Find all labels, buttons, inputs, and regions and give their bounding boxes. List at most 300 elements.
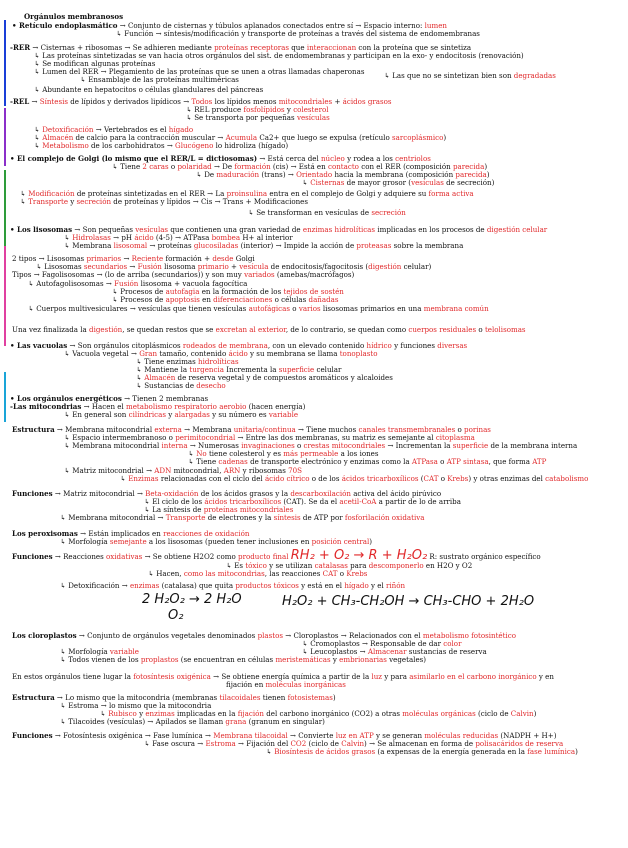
note-text: → Numerosas [187,441,242,450]
note-text: ) [369,537,372,546]
note-line [60,582,405,590]
note-text: H+ al interior [240,233,293,242]
note-text: fijación en [226,680,266,689]
highlight-text: vesícula [239,262,269,271]
note-text: y su membrana se llama [247,349,340,358]
note-text: ( [418,474,424,483]
highlight-text: perimitocondrial [175,433,236,442]
note-text: o [438,474,448,483]
highlight-text: parecida [452,162,485,171]
note-line [60,718,325,726]
highlight-text: grana [225,717,247,726]
highlight-text: Krebs [346,569,368,578]
highlight-text: Enzimas [128,474,159,483]
note-line [12,548,541,563]
highlight-text: Calvin [341,739,365,748]
note-text: (amebas/macrófagos) [274,270,355,279]
highlight-text: Todos [191,97,213,106]
highlight-text: tilacoidales [219,693,261,702]
note-line [12,271,354,279]
highlight-text: proplastos [140,655,179,664]
highlight-text: CAT [423,474,439,483]
note-text: ↳ Se modifican algunas proteínas [34,59,156,68]
heading-text: Funciones [12,731,53,740]
note-text: (NADPH + H+) [498,731,557,740]
note-text: ↳ En general son [64,410,129,419]
note-text: ↳ Sustancias de [136,381,197,390]
note-line [34,86,263,94]
note-text: o [437,457,447,466]
highlight-text: descarboxilación [290,489,351,498]
note-line [282,594,535,609]
note-text: ↳ Mantiene la [136,365,190,374]
margin-bar-blue [4,20,6,106]
note-text: → Conjunto de cisternas y túbulos aplanados conectados entre sí → Espacio interno: [117,21,425,30]
highlight-text: metabolismo respiratorio aerobio [126,402,247,411]
highlight-text: asimilarlo en el carbono inorgánico [409,672,537,681]
note-text: ↳ Detoxificación → [60,581,130,590]
note-text: , las reacciones [264,569,323,578]
note-text: y funciones [391,341,438,350]
note-text: ↳ Vacuola vegetal → [64,349,140,358]
note-text: o [294,441,304,450]
highlight-text: superficie [278,365,315,374]
highlight-text: diversas [437,341,468,350]
highlight-text: Calvin [510,709,534,718]
note-text: y está en el [298,581,345,590]
note-text: ↳ [64,233,73,242]
note-text: → Cloroplastos → Relacionados con el [283,631,423,640]
highlight-text: externa [154,425,182,434]
highlight-text: Fusión [114,279,139,288]
note-text: tienen [260,693,288,702]
highlight-text: Modificación [28,189,75,198]
highlight-text: metabolismo fotosintético [422,631,516,640]
note-text: ↳ Morfología [60,647,110,656]
note-text: lisosoma + vacuola fagocítica [138,279,248,288]
note-text: de endocitosis/fagocitosis ( [268,262,369,271]
note-text: Golgi [233,254,255,263]
note-text: ↳ La síntesis de [144,505,204,514]
note-line [168,608,184,623]
highlight-text: Cisternas [310,178,345,187]
note-text: → Reacciones [52,552,107,561]
note-text: ↳ Las que no se sintetizan bien son [384,71,514,80]
highlight-text: RH₂ + O₂ → R + H₂O₂ [290,548,428,563]
highlight-text: centriolos [395,154,431,163]
highlight-text: Almacenar [367,647,407,656]
note-text: Ca2+ que luego se expulsa (retículo [257,133,392,142]
highlight-text: tóxico [245,561,267,570]
highlight-text: ARN [223,466,241,475]
note-text: tamaño, contenido [157,349,229,358]
highlight-text: enzimas [145,709,175,718]
note-text: → Fotosíntesis oxigénica → Fase lumínica → [52,731,214,740]
highlight-text: reacciones de oxidación [163,529,250,538]
highlight-text: variados [244,270,275,279]
note-line [186,114,330,122]
heading-text: -RER [10,43,31,52]
highlight-text: ácido cítrico [264,474,310,483]
note-text: de proteínas y lípidos → Cis → Trans + Modificaciones [111,197,309,206]
note-text: (a expensas de la energía generada en la [375,747,528,756]
highlight-text: telolisomas [484,325,526,334]
highlight-text: crestas mitocondriales [303,441,386,450]
highlight-text: Almacén [42,133,74,142]
note-text: de ATP por [300,513,345,522]
highlight-text: fotosíntesis oxigénica [133,672,211,681]
note-text: y para [382,672,410,681]
highlight-text: Acumula [225,133,258,142]
heading-text: Los cloroplastos [12,631,77,640]
note-text: y [68,197,77,206]
highlight-text: contacto [327,162,359,171]
note-line [226,681,346,689]
note-text: o [290,304,299,313]
note-text: o de los [309,474,342,483]
highlight-text: hígado [344,581,369,590]
note-text: lo hidroliza (hígado) [213,141,289,150]
note-text: de transporte electrónico y enzimas como la [247,457,412,466]
heading-text: • El complejo de Golgi (lo mismo que el RER/L = dictiosomas) [10,154,258,163]
highlight-text: secundarios [83,262,128,271]
note-text: en [199,295,214,304]
note-text: ↳ [20,197,29,206]
note-text: ↳ [34,125,43,134]
highlight-text: oxidativas [106,552,143,561]
highlight-text: cuerpos residuales [408,325,477,334]
highlight-text: proinsulina [226,189,268,198]
highlight-text: Estroma [205,739,236,748]
highlight-text: Gran [139,349,158,358]
note-text: ↳ Es [226,561,246,570]
note-text: → Son orgánulos citoplásmicos [67,341,183,350]
highlight-text: enzimas [129,581,160,590]
highlight-text: Transporte [28,197,69,206]
highlight-text: excretan al exterior [215,325,286,334]
highlight-text: enzimas hidrolíticas [302,225,376,234]
highlight-text: apoptosis [165,295,200,304]
highlight-text: colesterol [293,105,329,114]
highlight-text: ADN [154,466,172,475]
note-text: , se quedan restos que se [122,325,216,334]
highlight-text: secreción [76,197,112,206]
note-text: (CAT). Se da el [281,497,340,506]
note-text: de lípidos y derivados lipídicos → [68,97,192,106]
note-line [120,475,588,483]
highlight-text: riñón [386,581,406,590]
highlight-text: tonoplasto [339,349,378,358]
note-text: → Están implicados en [77,529,164,538]
highlight-text: autofagia [165,287,200,296]
note-text: lisosoma [161,262,198,271]
note-text: a los iones [338,449,379,458]
note-text: y [166,410,175,419]
note-text: y ribosomas [240,466,289,475]
highlight-text: moléculas orgánicas [402,709,476,718]
note-text: sobre la membrana [391,241,464,250]
note-text: y [330,655,340,664]
note-text: entra en el complejo de Golgi y adquiere su [267,189,429,198]
note-text: ↳ Tiene [188,457,219,466]
highlight-text: maduración [216,170,260,179]
note-text: ) [486,170,490,179]
highlight-text: parecida [455,170,487,179]
note-text: vegetales) [386,655,427,664]
note-line [248,209,406,217]
note-line [28,305,489,313]
note-text: mitocondrial, [171,466,224,475]
highlight-text: polisacáridos de reserva [475,739,564,748]
note-text: ↳ Cuerpos multivesiculares → vesículas que tienen vesículas [28,304,249,313]
note-text: ↳ Membrana mitocondrial [64,441,162,450]
note-text: En estos orgánulos tiene lugar la [12,672,134,681]
highlight-text: formación [234,162,271,171]
note-line [20,198,308,206]
note-text: implicadas en la [174,709,238,718]
note-text: ↳ Membrana [64,241,114,250]
note-text: → Tiene muchos [295,425,359,434]
highlight-text: sarcoplásmico [391,133,444,142]
note-text: y se generan [373,731,425,740]
note-line [148,570,367,578]
highlight-text: turgencia [189,365,224,374]
note-text: ↳ El ciclo de los [144,497,205,506]
note-line [384,72,556,80]
note-text: ↳ Se transporta por pequeñas [186,113,297,122]
highlight-text: vesículas [135,225,169,234]
highlight-text: unitaria/continua [233,425,296,434]
note-text: ↳ Espacio intermembranoso o [64,433,176,442]
highlight-text: fijación [237,709,264,718]
note-text: a partir de lo de arriba [376,497,461,506]
heading-text: • Los lisosomas [10,225,73,234]
note-text: 2 H₂O₂ → 2 H₂O [142,592,242,607]
note-text: sustancias de reserva [406,647,487,656]
highlight-text: desde [212,254,234,263]
note-line [116,30,480,38]
highlight-text: Beta-oxidación [145,489,199,498]
note-text: (interior) → Impide la acción de [238,241,357,250]
note-text: ↳ Abundante en hepatocitos o células glandulares del páncreas [34,85,264,94]
note-text: de los carbohidratos → [88,141,176,150]
highlight-text: bombea [211,233,241,242]
highlight-text: tejidos de sostén [283,287,344,296]
highlight-text: luz en ATP [335,731,374,740]
highlight-text: Síntesis [39,97,68,106]
note-text: ↳ Leucoplastos → [302,647,368,656]
highlight-text: ácidos tricarboxílicos [204,497,282,506]
highlight-text: fase lumínica [527,747,576,756]
note-text: → Tienen 2 membranas [121,394,209,403]
highlight-text: hidrolíticas [198,357,239,366]
note-text: de reserva vegetal y de compuestos aromáticos y alcaloides [175,373,393,382]
highlight-text: Membrana tilacoidal [213,731,288,740]
highlight-text: productos tóxicos [235,581,299,590]
note-line [64,242,463,250]
highlight-text: vesículas [296,113,330,122]
note-text: implicadas en los procesos de [375,225,487,234]
highlight-text: 2 caras [142,162,169,171]
highlight-text: interna [161,441,188,450]
note-text: y se utilizan [266,561,315,570]
note-text: formación + [163,254,213,263]
note-text: → Membrana mitocondrial [54,425,155,434]
heading-text: -Las mitocondrias [10,402,82,411]
highlight-text: rodeados de membrana [182,341,268,350]
note-text: ↳ Autofagolisosomas → [28,279,115,288]
note-text: o [337,569,347,578]
note-text: ↳ [136,373,145,382]
note-text: ↳ Se transforman en vesículas de [248,208,372,217]
highlight-text: secreción [371,208,406,217]
note-text: → [121,254,132,263]
highlight-text: Almacén [144,373,176,382]
note-text: ↳ Morfología [60,537,110,546]
highlight-text: color [443,639,462,648]
highlight-text: moléculas reducidas [424,731,499,740]
note-text: ↳ [188,449,197,458]
highlight-text: glucosiladas [193,241,239,250]
note-text: H₂O₂ + CH₃-CH₂OH → CH₃-CHO + 2H₂O [282,594,535,609]
highlight-text: ácido [228,349,248,358]
highlight-text: catabolismo [545,474,589,483]
highlight-text: ATP [532,457,547,466]
highlight-text: autofágicas [248,304,291,313]
note-text: , de lo contrario, se quedan como [285,325,409,334]
highlight-text: núcleo [320,154,345,163]
highlight-text: citoplasma [435,433,475,442]
heading-text: Estructura [12,425,55,434]
note-text: (cis) → Está en [270,162,328,171]
note-text: ↳ Procesos de [112,295,166,304]
note-text: (granum en singular) [246,717,325,726]
highlight-text: variable [268,410,299,419]
highlight-text: cadenas [218,457,248,466]
highlight-text: fotosistemas [287,693,333,702]
note-text: celular [314,365,342,374]
note-line [12,326,526,334]
highlight-text: diferenciaciones [213,295,273,304]
note-text: ↳ Hacen, [148,569,184,578]
highlight-text: Transporte [165,513,206,522]
note-text: ↳ Matriz mitocondrial → [64,466,155,475]
note-text: ) [443,133,447,142]
note-text: + [332,97,343,106]
highlight-text: CAT [322,569,338,578]
note-text: ↳ Tiene [112,162,143,171]
note-text: los lípidos menos [212,97,279,106]
note-text: ↳ Estroma → lo mismo que la mitocondria [60,701,212,710]
note-text: , que forma [488,457,533,466]
note-text: ↳ Membrana mitocondrial → [60,513,166,522]
note-text: ↳ [266,747,275,756]
highlight-text: digestión [368,262,402,271]
note-text: (se encuentran en células [178,655,276,664]
note-text: tiene colesterol y es [206,449,284,458]
note-line [24,13,123,21]
note-text: → proteínas [147,241,194,250]
highlight-text: ácidos grasos [342,97,392,106]
note-text: y rodea a los [344,154,396,163]
note-text: activa del ácido pirúvico [350,489,442,498]
note-line [302,179,494,187]
note-text: de proteínas sintetizadas en el RER → La [74,189,227,198]
note-text: (trans) → [259,170,297,179]
highlight-text: cilíndricas [128,410,166,419]
highlight-text: CO2 [290,739,307,748]
note-text: que contienen una gran variedad de [168,225,303,234]
note-text: → Incrementan la [385,441,453,450]
note-text: → Cisternas + ribosomas → Se adhieren mediante [30,43,215,52]
note-line [188,458,546,466]
highlight-text: canales transmembranales [358,425,456,434]
note-text: celular) [401,262,432,271]
highlight-text: varios [298,304,321,313]
highlight-text: Hidrolasas [72,233,111,242]
note-line [60,538,372,546]
highlight-text: Orientado [296,170,333,179]
highlight-text: mitocondriales [278,97,333,106]
note-text: hacia la membrana (composición [332,170,456,179]
note-text: de calcio para la contracción muscular → [73,133,226,142]
note-text: y en [536,672,554,681]
highlight-text: lisosomal [113,241,148,250]
note-text: Una vez finalizada la [12,325,90,334]
heading-text: Los peroxisomas [12,529,78,538]
highlight-text: ácido [134,233,154,242]
note-text: → De [211,162,235,171]
highlight-text: 70S [288,466,303,475]
note-text: → Matriz mitocondrial → [52,489,146,498]
note-text: ↳ Función → síntesis/modificación y transporte de proteínas a través del sistema de endomembranas [116,29,480,38]
highlight-text: interaccionan [306,43,357,52]
note-text: relacionadas con el ciclo del [158,474,265,483]
highlight-text: como las mitocondrias [183,569,265,578]
note-text: y el [368,581,386,590]
note-text: ↳ Cromoplastos → Responsable de dar [302,639,444,648]
highlight-text: invaginaciones [241,441,295,450]
note-line [80,76,239,84]
note-text: ↳ Las proteínas sintetizadas se van hacia otros orgánulos del sist. de endomembranas y participan en la exo- y endocitosis (renovación) [34,51,524,60]
note-text: o [168,162,178,171]
highlight-text: Krebs [447,474,469,483]
note-text: (hacen energía) [246,402,306,411]
note-text: a los lisosomas (pueden tener inclusiones en [146,537,312,546]
margin-bar-cyan [4,372,6,422]
note-text: en H2O y O2 [423,561,473,570]
note-text: R: sustrato orgánico específico [427,552,541,561]
note-text: , con un elevado contenido [267,341,367,350]
note-text: → [29,97,40,106]
note-text: (4-5) → ATPasa [153,233,212,242]
highlight-text: variable [109,647,139,656]
heading-text: Funciones [12,552,53,561]
highlight-text: alargadas [174,410,210,419]
highlight-text: primarios [86,254,122,263]
note-text: ↳ Procesos de [112,287,166,296]
note-text: ) [484,162,488,171]
note-text: ↳ Ensamblaje de las proteínas multiméricas [80,75,239,84]
highlight-text: dañadas [308,295,339,304]
note-text: con la proteína que se sintetiza [356,43,472,52]
note-text: → Conjunto de orgánulos vegetales denominados [76,631,258,640]
highlight-text: luz [371,672,383,681]
highlight-text: ácidos tricarboxílicos [341,474,419,483]
highlight-text: fosfolípidos [243,105,285,114]
highlight-text: proteínas receptoras [214,43,289,52]
note-text: de electrones y la [205,513,274,522]
